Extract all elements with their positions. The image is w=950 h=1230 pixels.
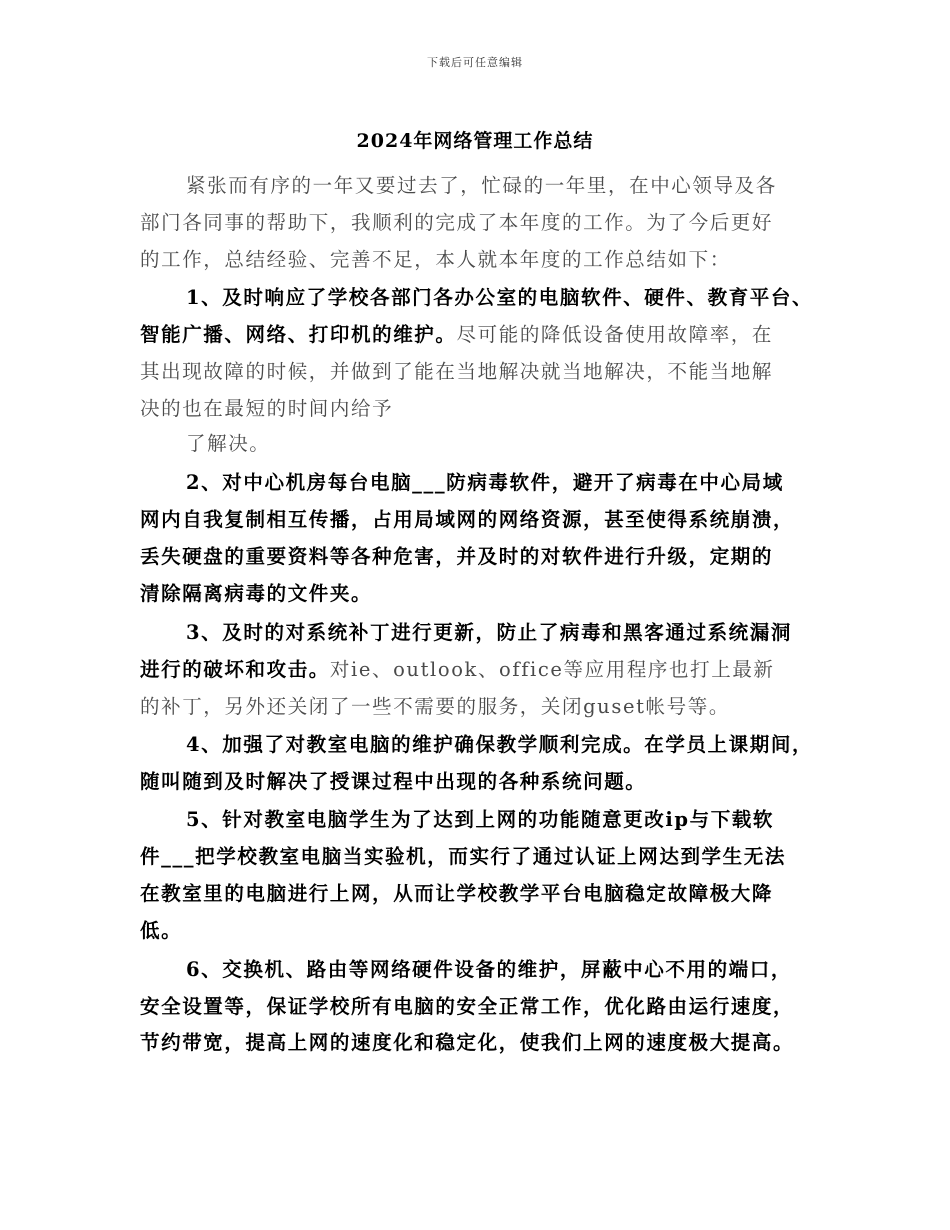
text-run: 决的也在最短的时间内给予 <box>140 397 394 420</box>
bold-text-run: 1、及时响应了学校各部门各办公室的电脑软件、硬件、教育平台、 <box>186 286 814 309</box>
text-line <box>186 956 866 984</box>
text-line <box>140 693 820 721</box>
bold-text-run: 6、交换机、路由等网络硬件设备的维护，屏蔽中心不用的端口， <box>186 958 792 981</box>
bold-text-run: 随叫随到及时解决了授课过程中出现的各种系统问题。 <box>140 770 647 793</box>
text-run: 部门各同事的帮助下，我顺利的完成了本年度的工作。为了今后更好 <box>140 211 774 234</box>
document-title: 2024年网络管理工作总结 <box>356 130 594 152</box>
bold-text-run: 丢失硬盘的重要资料等各种危害，并及时的对软件进行升级，定期的 <box>140 545 774 568</box>
text-line <box>140 209 820 237</box>
text-run: 紧张而有序的一年又要过去了，忙碌的一年里，在中心领导及各 <box>186 174 777 197</box>
text-line <box>140 768 820 796</box>
text-line <box>186 619 866 647</box>
text-line <box>140 1029 820 1057</box>
text-run: 了解决。 <box>186 432 271 455</box>
bold-text-run: 进行的破坏和攻击。 <box>140 658 330 681</box>
text-run: 其出现故障的时候，并做到了能在当地解决就当地解决，不能当地解 <box>140 360 774 383</box>
text-run: 对ie、outlook、office等应用程序也打上最新 <box>329 658 775 681</box>
text-line <box>186 731 866 759</box>
text-line <box>140 543 820 571</box>
text-line <box>140 917 820 945</box>
text-line <box>140 358 820 386</box>
text-line <box>140 880 820 908</box>
text-run: 的补丁，另外还关闭了一些不需要的服务，关闭guset帐号等。 <box>140 695 730 718</box>
bold-text-run: 件___把学校教室电脑当实验机，而实行了通过认证上网达到学生无法 <box>140 845 786 868</box>
page-header-note: 下载后可任意编辑 <box>427 56 523 69</box>
text-line <box>140 580 820 608</box>
bold-text-run: 节约带宽，提高上网的速度化和稳定化，使我们上网的速度极大提高。 <box>140 1031 795 1054</box>
bold-text-run: 安全设置等，保证学校所有电脑的安全正常工作，优化路由运行速度， <box>140 995 795 1018</box>
text-line <box>140 656 820 684</box>
bold-text-run: 5、针对教室电脑学生为了达到上网的功能随意更改ip与下载软 <box>186 808 775 831</box>
bold-text-run: 3、及时的对系统补丁进行更新，防止了病毒和黑客通过系统漏洞 <box>186 621 792 644</box>
bold-text-run: 网内自我复制相互传播，占用局域网的网络资源，甚至使得系统崩溃， <box>140 508 795 531</box>
text-line <box>186 806 866 834</box>
text-line <box>140 506 820 534</box>
bold-text-run: 智能广播、网络、打印机的维护。 <box>140 323 457 346</box>
text-run: 的工作，总结经验、完善不足，本人就本年度的工作总结如下： <box>140 248 731 271</box>
text-line <box>140 321 820 349</box>
text-run: 尽可能的降低设备使用故障率，在 <box>456 323 774 346</box>
text-line <box>186 172 866 200</box>
bold-text-run: 低。 <box>140 919 183 942</box>
bold-text-run: 2、对中心机房每台电脑___防病毒软件，避开了病毒在中心局域 <box>186 471 784 494</box>
bold-text-run: 4、加强了对教室电脑的维护确保教学顺利完成。在学员上课期间， <box>186 733 814 756</box>
text-line <box>140 993 820 1021</box>
text-line <box>140 395 820 423</box>
text-line <box>140 843 820 871</box>
text-line <box>186 430 866 458</box>
text-line <box>186 284 866 312</box>
bold-text-run: 清除隔离病毒的文件夹。 <box>140 582 373 605</box>
text-line <box>140 246 820 274</box>
bold-text-run: 在教室里的电脑进行上网，从而让学校教学平台电脑稳定故障极大降 <box>140 882 774 905</box>
text-line <box>186 469 866 497</box>
